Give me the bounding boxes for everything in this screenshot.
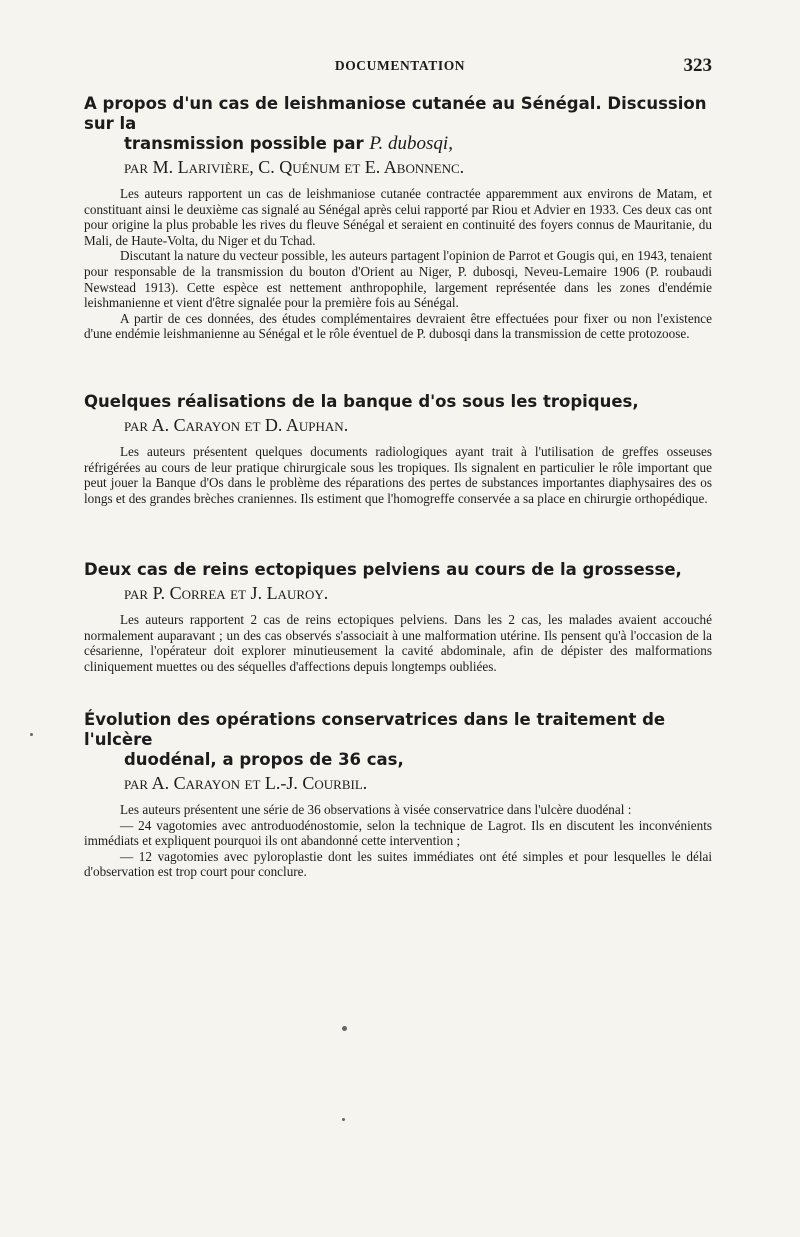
article-authors: par A. Carayon et L.-J. Courbil. [124,773,368,793]
scan-speck [30,733,33,736]
species-name: P. dubosqi, [369,133,453,154]
article-body [84,186,712,342]
paragraph: Les auteurs présentent une série de 36 observations à visée conservatrice dans l'ulcère duodénal : [120,802,632,817]
article-authors: par P. Correa et J. Lauroy. [124,583,329,603]
paragraph: Discutant la nature du vecteur possible, les auteurs partagent l'opinion de Parrot et Gougis qui, en 1943, tenaient pour responsable de la transmission du bouton d'Orient au Niger, P. dubosqi, Neveu-Lemaire 1906 (P. roubaudi Newstead 1913). Cette espèce est nettement anthropophile, largement représentée dans les zones d'endémie leishmanienne et vient d'être signalée pour la première fois au Sénégal. [84,248,712,311]
article-body [84,444,712,506]
scan-speck [342,1026,347,1031]
scan-speck [342,1118,345,1121]
paragraph: A partir de ces données, des études complémentaires devraient être effectuées pour fixer ou non l'existence d'une endémie leishmanienne au Sénégal et le rôle éventuel de P. dubosqi dans la transmission de cette protozoose. [84,310,712,342]
article-banque-os [84,392,712,506]
running-header [0,55,800,80]
title-line-1: Deux cas de reins ectopiques pelviens au cours de la grossesse, [84,560,682,579]
article-title [84,710,712,770]
title-line-1: Quelques réalisations de la banque d'os sous les tropiques, [84,392,639,411]
title-line-2: duodénal, a propos de 36 cas, [124,750,404,769]
article-authors: par A. Carayon et D. Auphan. [124,415,349,435]
paragraph: Les auteurs présentent quelques documents radiologiques ayant trait à l'utilisation de greffes osseuses réfrigérées au cours de leur pratique chirurgicale sous les tropiques. Ils signalent en particulier le rôle important que peut jouer la Banque d'Os dans le problème des réparations des pertes de substances importantes diaphysaires des os longs et des grandes brèches craniennes. Ils estiment que l'homogreffe conservée a sa place en chirurgie orthopédique. [84,444,712,506]
article-leishmaniose [84,94,712,342]
paragraph: — 24 vagotomies avec antroduodénostomie, selon la technique de Lagrot. Ils en discutent les inconvénients immédiats et expliquent pourquoi ils ont abandonné cette intervention ; [84,817,712,849]
title-prefix: transmission possible par [124,134,370,153]
title-line-1: Évolution des opérations conservatrices dans le traitement de l'ulcère [84,710,666,749]
article-title [84,392,712,412]
title-line-2 [84,134,712,154]
article-authors: par M. Larivière, C. Quénum et E. Abonnenc. [124,157,465,177]
article-body [84,802,712,880]
page-number: 323 [683,55,712,76]
article-ulcere-duodenal [84,710,712,880]
running-title: DOCUMENTATION [334,58,466,73]
article-reins-ectopiques [84,560,712,674]
paragraph: — 12 vagotomies avec pyloroplastie dont les suites immédiates ont été simples et pour lesquelles le délai d'observation est trop court pour conclure. [84,848,712,880]
article-title [84,94,712,154]
title-line-1: A propos d'un cas de leishmaniose cutanée au Sénégal. Discussion sur la [84,94,707,133]
article-body [84,612,712,674]
article-title [84,560,712,580]
paragraph: Les auteurs rapportent un cas de leishmaniose cutanée contractée apparemment aux environs de Matam, et constituant ainsi le deuxième cas signalé au Sénégal après celui rapporté par Riou et Advier en 1933. Ces deux cas ont pour origine la plus probable les rives du fleuve Sénégal et seraient en continuité des foyers connus de Mauritanie, du Mali, de Haute-Volta, du Niger et du Tchad. [84,186,712,248]
paragraph: Les auteurs rapportent 2 cas de reins ectopiques pelviens. Dans les 2 cas, les malades avaient accouché normalement auparavant ; un des cas observés s'associait à une malformation utérine. Ils pensent qu'à l'occasion de la césarienne, l'opérateur doit explorer minutieusement la cavité abdominale, afin de dépister des malformations cliniquement muettes ou des séquelles d'affections depuis longtemps oubliées. [84,612,712,674]
